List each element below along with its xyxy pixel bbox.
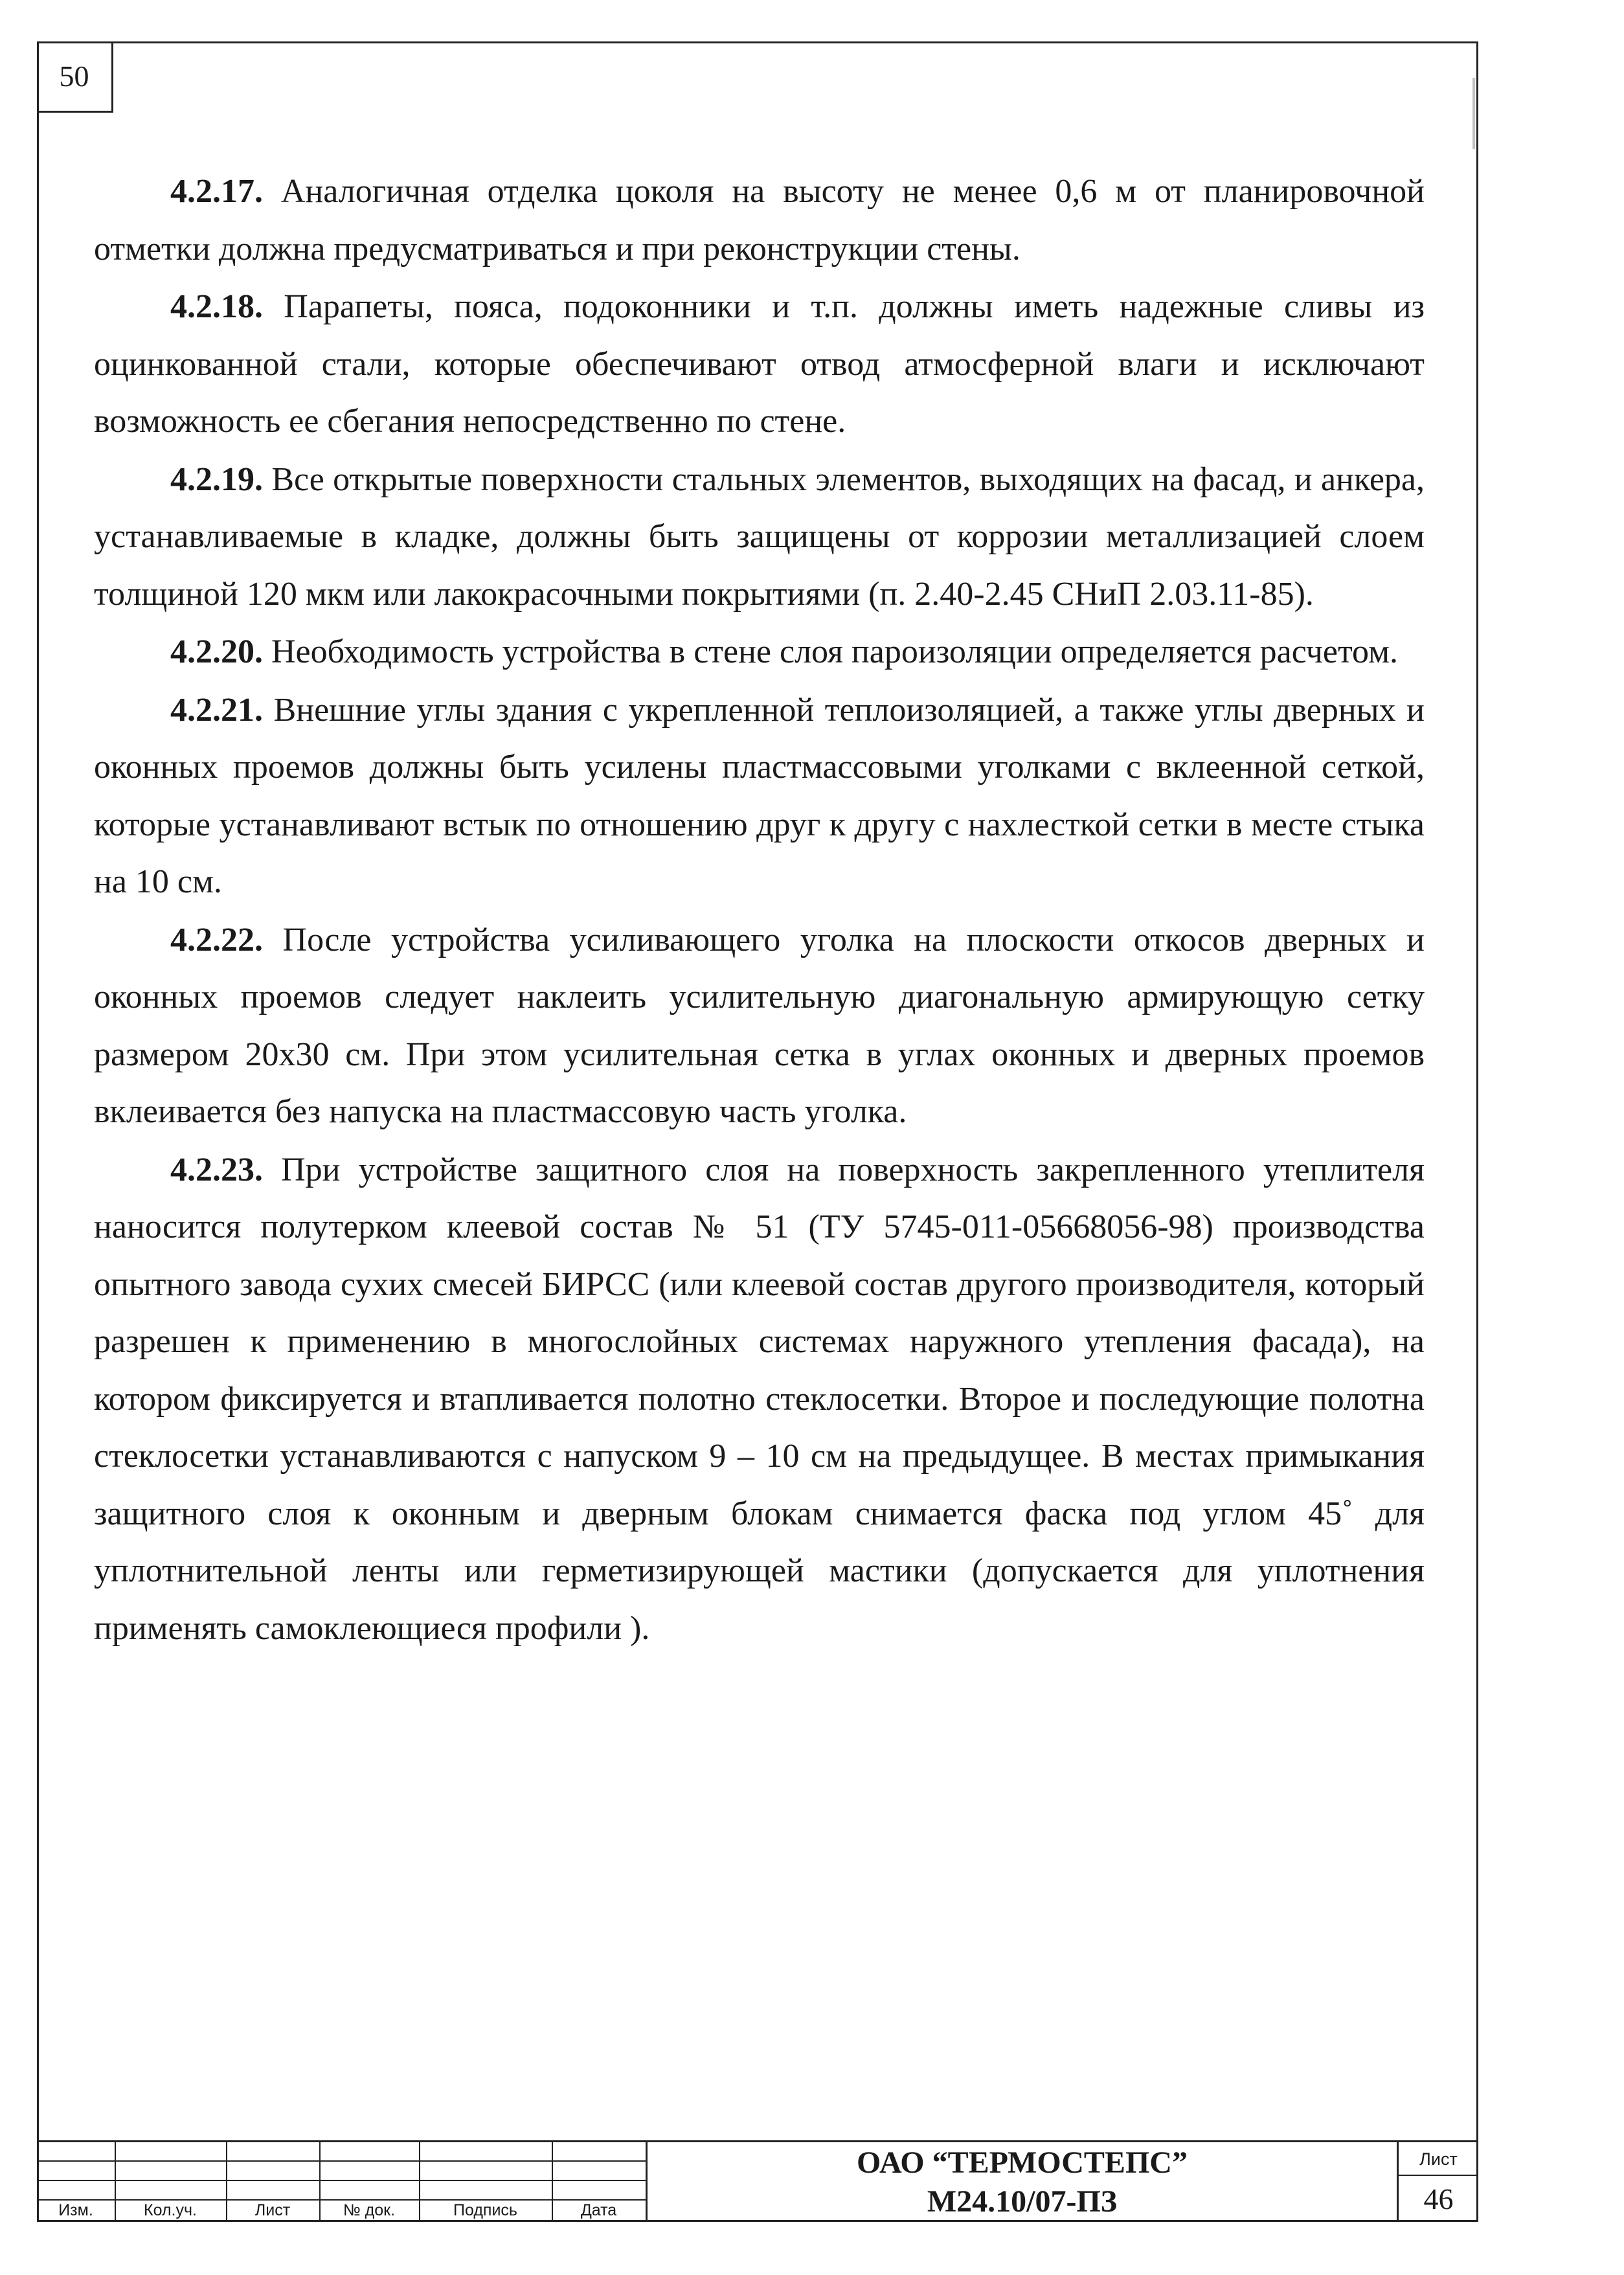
- clause-text: При устройстве защитного слоя на поверхность закрепленного утеплителя наносится полутерком клеевой состав № 51 (ТУ 5745-011-05668056-98) производства опытного завода сухих смесей БИРСС (или клеевой состав другого производителя, который разрешен к применению в многослойных системах наружного утепления фасада), на котором фиксируется и втапливается полотно стеклосетки. Второе и последующие полотна стеклосетки устанавливаются с напуском 9 – 10 см на предыдущее. В местах примыкания защитного слоя к оконным и дверным блокам снимается фаска под углом 45˚ для уплотнительной ленты или герметизирующей мастики (допускается для уплотнения применять самоклеющиеся профили ).: [94, 1151, 1425, 1647]
- paragraph-4-2-20: [94, 624, 1425, 681]
- clause-text: Все открытые поверхности стальных элементов, выходящих на фасад, и анкера, устанавливаемые в кладке, должны быть защищены от коррозии металлизацией слоем толщиной 120 мкм или лакокрасочными покрытиями (п. 2.40-2.45 СНиП 2.03.11-85).: [94, 460, 1425, 613]
- clause-text: Внешние углы здания с укрепленной теплоизоляцией, а также углы дверных и оконных проемов должны быть усилены пластмассовыми уголками с вклеенной сеткой, которые устанавливают встык по отношению друг к другу с нахлесткой сетки в месте стыка на 10 см.: [94, 691, 1425, 900]
- header-sheet: Лист: [254, 2201, 291, 2219]
- header-signature: Подпись: [453, 2201, 517, 2219]
- document-code: М24.10/07-ПЗ: [927, 2184, 1118, 2219]
- revision-table: [37, 2142, 646, 2222]
- paragraph-4-2-17: [94, 163, 1425, 278]
- clause-number: 4.2.21.: [170, 691, 263, 729]
- sheet-label: Лист: [1399, 2142, 1478, 2176]
- header-quantity: Кол.уч.: [144, 2201, 197, 2219]
- organization-name: ОАО “ТЕРМОСТЕПС”: [857, 2145, 1188, 2180]
- clause-text: Парапеты, пояса, подоконники и т.п. должны иметь надежные сливы из оцинкованной стали, которые обеспечивают отвод атмосферной влаги и исключают возможность ее сбегания непосредственно по стене.: [94, 288, 1425, 440]
- clause-number: 4.2.17.: [170, 173, 263, 210]
- scan-artifact: [1472, 78, 1475, 149]
- document-body: [94, 163, 1425, 1657]
- sheet-cell: [1399, 2142, 1478, 2222]
- title-block: [37, 2140, 1478, 2222]
- paragraph-4-2-22: [94, 912, 1425, 1141]
- clause-text: Необходимость устройства в стене слоя пароизоляции определяется расчетом.: [263, 633, 1398, 670]
- clause-number: 4.2.23.: [170, 1151, 263, 1188]
- clause-number: 4.2.19.: [170, 460, 263, 498]
- clause-number: 4.2.18.: [170, 288, 263, 325]
- header-doc-number: № док.: [343, 2201, 396, 2219]
- clause-text: После устройства усиливающего уголка на плоскости откосов дверных и оконных проемов следует наклеить усилительную диагональную армирующую сетку размером 20х30 см. При этом усилительная сетка в углах оконных и дверных проемов вклеивается без напуска на пластмассовую часть уголка.: [94, 921, 1425, 1130]
- table-divider: [37, 2180, 646, 2181]
- paragraph-4-2-21: [94, 682, 1425, 911]
- document-designation: [646, 2142, 1399, 2222]
- clause-number: 4.2.20.: [170, 633, 263, 670]
- paragraph-4-2-18: [94, 278, 1425, 451]
- sheet-number: 46: [1423, 2182, 1454, 2215]
- paragraph-4-2-19: [94, 451, 1425, 624]
- clause-text: Аналогичная отделка цоколя на высоту не менее 0,6 м от планировочной отметки должна предусматриваться и при реконструкции стены.: [94, 173, 1425, 267]
- table-divider: [37, 2160, 646, 2162]
- paragraph-4-2-23: [94, 1142, 1425, 1658]
- header-date: Дата: [580, 2201, 617, 2219]
- header-revision: Изм.: [58, 2201, 93, 2219]
- clause-number: 4.2.22.: [170, 921, 263, 958]
- page-number: 50: [37, 41, 113, 113]
